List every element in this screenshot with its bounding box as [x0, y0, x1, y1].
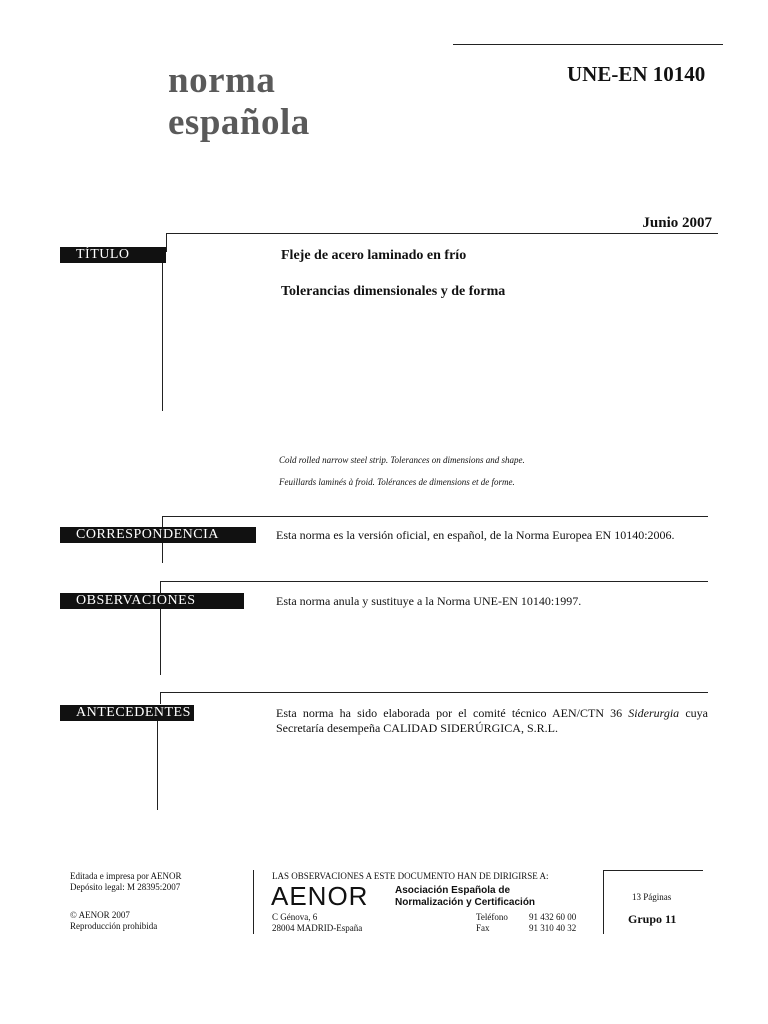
contact-numbers [529, 912, 576, 934]
footer-copyright [70, 910, 157, 932]
antecedentes-text-part1: Esta norma ha sido elaborada por el comité técnico AEN/CTN 36 [276, 706, 629, 720]
title-english: Cold rolled narrow steel strip. Tolerances on dimensions and shape. [279, 455, 525, 465]
address [272, 912, 362, 934]
aenor-logo: AENOR [271, 881, 369, 911]
observations-header: LAS OBSERVACIONES A ESTE DOCUMENTO HAN DE DIRIGIRSE A: [272, 871, 549, 881]
correspondencia-label: CORRESPONDENCIA [60, 527, 256, 543]
antecedentes-text [276, 706, 708, 736]
footer-publisher [70, 871, 181, 893]
fax-label: Fax [476, 923, 490, 933]
edited-by: Editada e impresa por AENOR [70, 871, 182, 881]
document-code: UNE-EN 10140 [567, 62, 706, 86]
footer-divider-right [603, 870, 604, 934]
observaciones-label: OBSERVACIONES [60, 593, 244, 609]
header-rule [453, 44, 723, 45]
antecedentes-text-part2: cuya Secretaría desempeña CALIDAD SIDERÚRGICA, S.R.L. [276, 706, 708, 735]
titulo-bracket-top [166, 233, 167, 252]
title-french: Feuillards laminés à froid. Tolérances de dimensions et de forme. [279, 477, 515, 487]
footer-divider-left [253, 870, 254, 934]
titulo-top-rule [166, 233, 718, 234]
antecedentes-bracket [157, 721, 158, 810]
norma-espanola-wordmark [168, 60, 310, 144]
price-group: Grupo 11 [628, 912, 677, 926]
titulo-bracket [162, 262, 163, 411]
observaciones-text: Esta norma anula y sustituye a la Norma UNE-EN 10140:1997. [276, 594, 582, 608]
observaciones-top-rule [160, 581, 708, 582]
phone-number: 91 432 60 00 [529, 912, 577, 922]
antecedentes-top-rule [160, 692, 708, 693]
antecedentes-label: ANTECEDENTES [60, 705, 194, 721]
wordmark-line-1: norma [168, 60, 276, 101]
legal-deposit: Depósito legal: M 28395:2007 [70, 882, 181, 892]
document-date: Junio 2007 [642, 215, 712, 231]
address-line-2: 28004 MADRID-España [272, 923, 363, 933]
contact-labels [476, 912, 508, 934]
org-line-2: Normalización y Certificación [395, 897, 536, 908]
antecedentes-text-italic: Siderurgia [628, 706, 680, 720]
correspondencia-top-rule [162, 516, 708, 517]
observaciones-bracket-top [160, 581, 161, 593]
correspondencia-bracket [162, 543, 163, 563]
title-main: Fleje de acero laminado en frío [281, 248, 467, 263]
address-line-1: C Génova, 6 [272, 912, 318, 922]
wordmark-line-2: española [168, 102, 310, 143]
copyright: © AENOR 2007 [70, 910, 130, 920]
org-line-1: Asociación Española de [395, 885, 511, 896]
fax-number: 91 310 40 32 [529, 923, 577, 933]
observaciones-bracket [160, 609, 161, 675]
footer-box-top [603, 870, 703, 871]
page-count: 13 Páginas [632, 892, 672, 902]
reproduction-notice: Reproducción prohibida [70, 921, 158, 931]
correspondencia-text: Esta norma es la versión oficial, en español, de la Norma Europea EN 10140:2006. [276, 528, 675, 542]
antecedentes-bracket-top [160, 692, 161, 704]
title-subtitle: Tolerancias dimensionales y de forma [281, 284, 506, 299]
aenor-org-name [395, 885, 535, 909]
phone-label: Teléfono [476, 912, 508, 922]
titulo-label: TÍTULO [60, 247, 166, 263]
